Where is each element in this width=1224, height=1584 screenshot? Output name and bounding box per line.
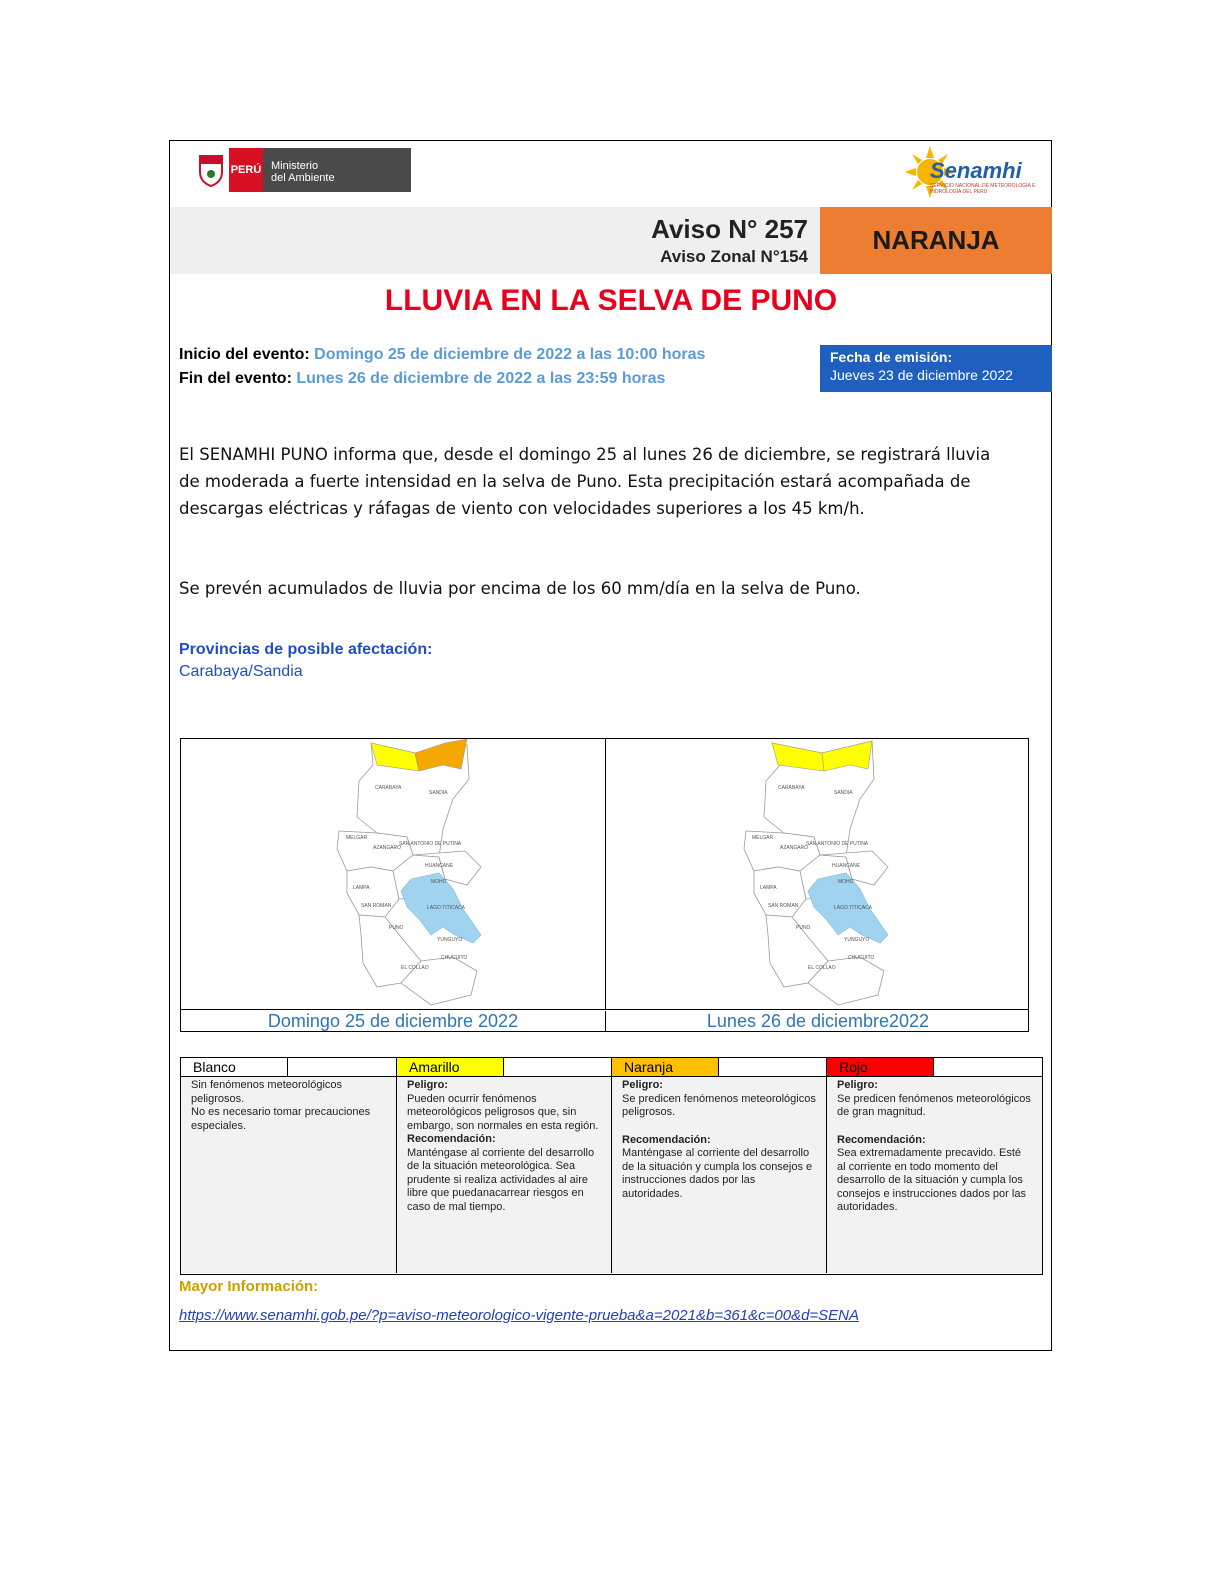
provinces-value: Carabaya/Sandia xyxy=(179,663,303,680)
map-caption-day2: Lunes 26 de diciembre2022 xyxy=(706,1011,930,1031)
event-end-label: Fin del evento: xyxy=(179,370,292,387)
legend-rojo-rec: Sea extremadamente precavido. Esté al corriente en todo momento del desarrollo de la situación y cumpla los consejos e instrucciones dados por las autoridades. xyxy=(837,1147,1026,1213)
legend-naranja-name: Naranja xyxy=(612,1058,719,1076)
map1-label-lago: LAGO TITICACA xyxy=(427,905,465,911)
map1-label-san-roman: SAN ROMAN xyxy=(361,903,392,909)
ministerio-line1: Ministerio xyxy=(271,160,319,172)
map1-label-lampa: LAMPA xyxy=(353,885,370,891)
map-day2 xyxy=(606,739,1030,1009)
legend-rojo-peligro-label: Peligro: xyxy=(837,1079,878,1091)
peru-label: PERÚ xyxy=(229,148,263,192)
legend-blanco xyxy=(181,1058,396,1273)
emission-value: Jueves 23 de diciembre 2022 xyxy=(830,367,1013,383)
puno-map-day2 xyxy=(606,739,1030,1009)
maps-table xyxy=(180,738,1029,1032)
map1-label-huancane: HUANCANE xyxy=(425,863,454,869)
map2-label-el-collao: EL COLLAO xyxy=(808,965,836,971)
legend-naranja-rec-label: Recomendación: xyxy=(622,1133,711,1146)
map2-label-puno: PUNO xyxy=(796,925,811,931)
alert-level-badge: NARANJA xyxy=(820,207,1052,274)
event-start-label: Inicio del evento: xyxy=(179,346,310,363)
event-start-value: Domingo 25 de diciembre de 2022 a las 10:00 horas xyxy=(314,346,706,363)
legend-blanco-text2: No es necesario tomar precauciones especiales. xyxy=(191,1106,371,1132)
provinces-label: Provincias de posible afectación: xyxy=(179,641,433,658)
map1-label-sandia: SANDIA xyxy=(429,790,448,796)
map2-label-carabaya: CARABAYA xyxy=(778,785,805,791)
legend-naranja-peligro-label: Peligro: xyxy=(622,1079,663,1091)
legend-amarillo-peligro-label: Peligro: xyxy=(407,1079,448,1091)
map2-label-yunguyo: YUNGUYO xyxy=(844,937,870,943)
event-start xyxy=(179,346,705,364)
map1-label-melgar: MELGAR xyxy=(346,835,368,841)
legend-blanco-name: Blanco xyxy=(181,1058,288,1076)
ministerio-logo xyxy=(193,148,411,192)
map1-label-yunguyo: YUNGUYO xyxy=(437,937,463,943)
body-paragraph-2: Se prevén acumulados de lluvia por encima de los 60 mm/día en la selva de Puno. xyxy=(179,579,861,598)
legend-rojo xyxy=(826,1058,1042,1273)
map1-label-puno: PUNO xyxy=(389,925,404,931)
map2-label-sandia: SANDIA xyxy=(834,790,853,796)
legend-amarillo xyxy=(396,1058,612,1273)
event-end-value: Lunes 26 de diciembre de 2022 a las 23:59 horas xyxy=(296,370,666,387)
map1-label-san-antonio: SAN ANTONIO DE PUTINA xyxy=(399,841,462,847)
ministerio-line2: del Ambiente xyxy=(271,172,335,184)
aviso-zonal: Aviso Zonal N°154 xyxy=(660,247,808,266)
senamhi-name: Senamhi xyxy=(930,158,1022,183)
map2-label-chucuito: CHUCUITO xyxy=(848,955,875,961)
legend-blanco-text1: Sin fenómenos meteorológicos peligrosos. xyxy=(191,1079,343,1105)
emission-date-box xyxy=(820,345,1052,392)
map2-label-san-roman: SAN ROMAN xyxy=(768,903,799,909)
map2-label-melgar: MELGAR xyxy=(752,835,774,841)
map2-label-lago: LAGO TITICACA xyxy=(834,905,872,911)
page-title: LLUVIA EN LA SELVA DE PUNO xyxy=(384,284,838,317)
legend-amarillo-rec: Manténgase al corriente del desarrollo de la situación meteorológica. Sea prudente si realiza actividades al aire libre que puedanacarrear riesgos en caso de mal tiempo. xyxy=(407,1146,595,1213)
peru-shield-icon xyxy=(193,148,229,192)
map2-label-moho: MOHO xyxy=(838,879,854,885)
legend-amarillo-name: Amarillo xyxy=(397,1058,504,1076)
puno-map-day1 xyxy=(181,739,605,1009)
aviso-number: Aviso N° 257 xyxy=(651,214,808,244)
body-paragraph-1: El SENAMHI PUNO informa que, desde el domingo 25 al lunes 26 de diciembre, se registrará lluvia de moderada a fuerte intensidad en la selva de Puno. Esta precipitación estará acompañada de descargas eléctricas y ráfagas de viento con velocidades superiores a los 45 km/h. xyxy=(179,445,991,518)
map1-label-el-collao: EL COLLAO xyxy=(401,965,429,971)
map-caption-day1: Domingo 25 de diciembre 2022 xyxy=(181,1011,606,1032)
event-end xyxy=(179,370,665,388)
legend-naranja xyxy=(611,1058,827,1273)
legend-rojo-rec-label: Recomendación: xyxy=(837,1133,926,1146)
ministerio-label xyxy=(263,148,411,192)
map-captions xyxy=(181,1009,1028,1032)
legend-rojo-name: Rojo xyxy=(827,1058,934,1076)
more-info-link[interactable]: https://www.senamhi.gob.pe/?p=aviso-meteorologico-vigente-prueba&a=2021&b=361&c=00&d=SENA xyxy=(179,1307,860,1324)
map2-label-azangaro: AZANGARO xyxy=(780,845,809,851)
senamhi-subtitle: SERVICIO NACIONAL DE METEOROLOGÍA E HIDROLOGÍA DEL PERÚ xyxy=(930,183,1036,195)
map1-label-chucuito: CHUCUITO xyxy=(441,955,468,961)
map2-label-san-antonio: SAN ANTONIO DE PUTINA xyxy=(806,841,869,847)
legend-amarillo-peligro: Pueden ocurrir fenómenos meteorológicos peligrosos que, sin embargo, son normales en esta región. xyxy=(407,1092,599,1132)
map1-label-azangaro: AZANGARO xyxy=(373,845,402,851)
legend-naranja-peligro: Se predicen fenómenos meteorológicos peligrosos. xyxy=(622,1092,816,1118)
map1-label-carabaya: CARABAYA xyxy=(375,785,402,791)
map1-label-moho: MOHO xyxy=(431,879,447,885)
legend-naranja-rec: Manténgase al corriente del desarrollo de la situación y cumpla los consejos e instrucciones dados por las autoridades. xyxy=(622,1147,813,1200)
map2-label-huancane: HUANCANE xyxy=(832,863,861,869)
legend-table xyxy=(180,1057,1043,1275)
more-info-label: Mayor Información: xyxy=(179,1278,319,1295)
legend-rojo-peligro: Se predicen fenómenos meteorológicos de gran magnitud. xyxy=(837,1092,1031,1118)
emission-label: Fecha de emisión: xyxy=(830,349,953,365)
map2-label-lampa: LAMPA xyxy=(760,885,777,891)
legend-amarillo-rec-label: Recomendación: xyxy=(407,1133,496,1145)
map-day1 xyxy=(181,739,606,1009)
